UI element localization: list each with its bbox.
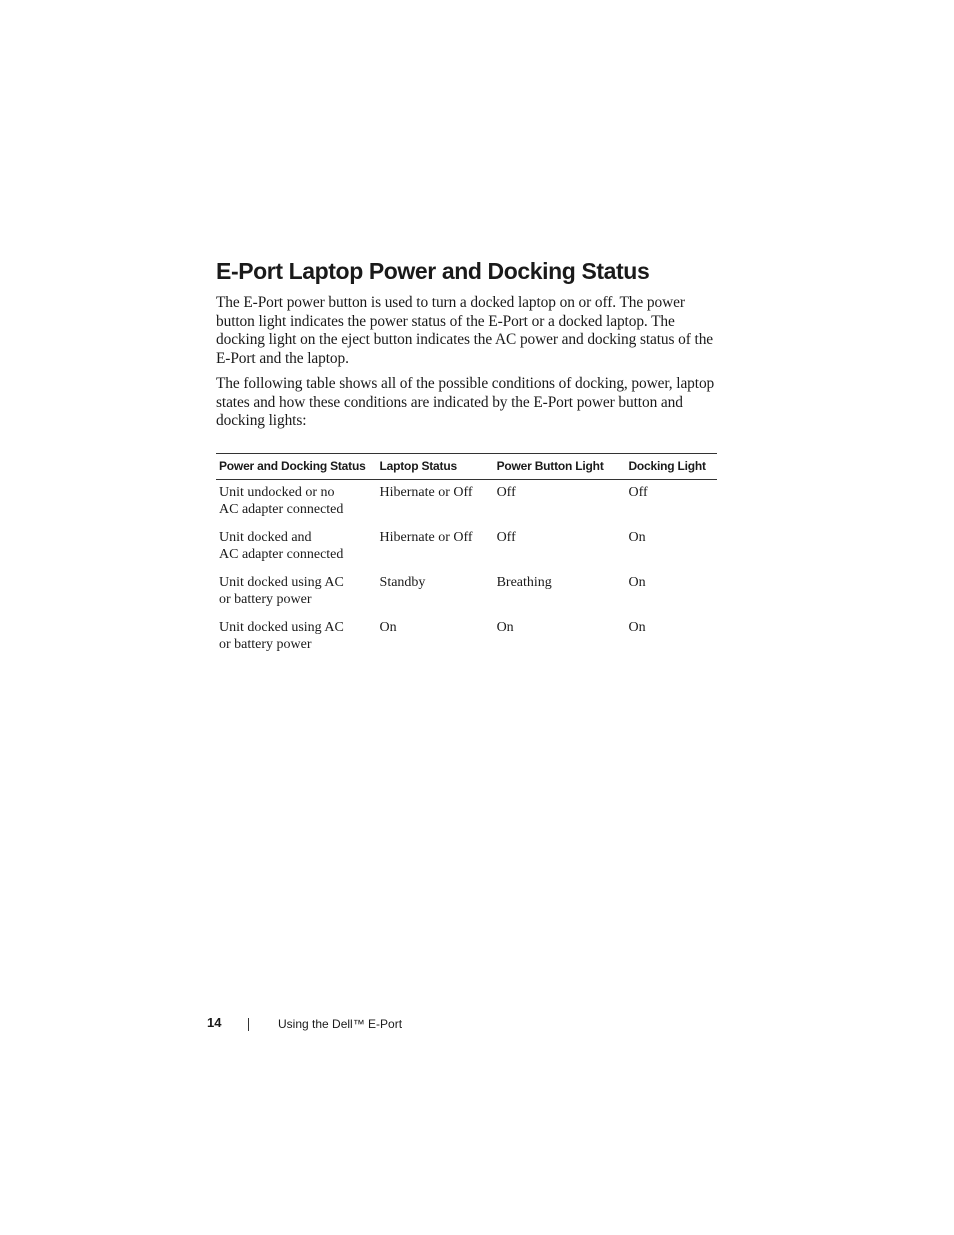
cell-power-button-light: On: [496, 620, 514, 635]
cell-docking-light: On: [628, 575, 646, 590]
cell-power-docking-status: [216, 571, 377, 616]
table-row: [216, 480, 717, 527]
cell-docking-light: On: [628, 620, 646, 635]
cell-line: AC adapter connected: [219, 502, 344, 517]
cell-line: or battery power: [219, 637, 312, 652]
cell-laptop-status: Hibernate or Off: [379, 530, 473, 545]
table-row: [216, 571, 717, 616]
cell-power-docking-status: [216, 526, 377, 571]
cell-power-button-light: Breathing: [496, 575, 552, 590]
intro-paragraph: The E-Port power button is used to turn a docked laptop on or off. The power button light indicates the power status of the E-Port or a docked laptop. The docking light on the eject button indicates the AC power and docking status of the E-Port and the laptop.: [216, 294, 714, 367]
cell-laptop-status: Standby: [379, 575, 426, 590]
cell-line: Unit undocked or no: [219, 485, 335, 500]
cell-power-button-light: Off: [496, 530, 516, 545]
footer-chapter-title: Using the Dell™ E-Port: [278, 1017, 403, 1031]
cell-line: Unit docked using AC: [219, 575, 344, 590]
cell-power-docking-status: [216, 480, 377, 527]
table-intro-paragraph: The following table shows all of the possible conditions of docking, power, laptop states and how these conditions are indicated by the E-Port power button and docking lights:: [216, 375, 715, 430]
header-power-docking-status: Power and Docking Status: [216, 454, 377, 480]
cell-laptop-status: Hibernate or Off: [379, 485, 473, 500]
header-laptop-status: Laptop Status: [377, 454, 494, 480]
cell-line: Unit docked and: [219, 530, 312, 545]
cell-docking-light: On: [628, 530, 646, 545]
cell-power-button-light: Off: [496, 485, 516, 500]
header-docking-light: Docking Light: [625, 454, 717, 480]
status-table: [216, 453, 717, 661]
cell-line: Unit docked using AC: [219, 620, 344, 635]
page-number: 14: [207, 1015, 222, 1030]
cell-docking-light: Off: [628, 485, 648, 500]
cell-laptop-status: On: [379, 620, 397, 635]
cell-power-docking-status: [216, 616, 377, 661]
table-row: [216, 526, 717, 571]
table-header-row: [216, 454, 717, 480]
cell-line: or battery power: [219, 592, 312, 607]
table-row: [216, 616, 717, 661]
section-heading: E-Port Laptop Power and Docking Status: [216, 258, 650, 284]
cell-line: AC adapter connected: [219, 547, 344, 562]
header-power-button-light: Power Button Light: [494, 454, 626, 480]
footer-divider: [248, 1018, 249, 1031]
